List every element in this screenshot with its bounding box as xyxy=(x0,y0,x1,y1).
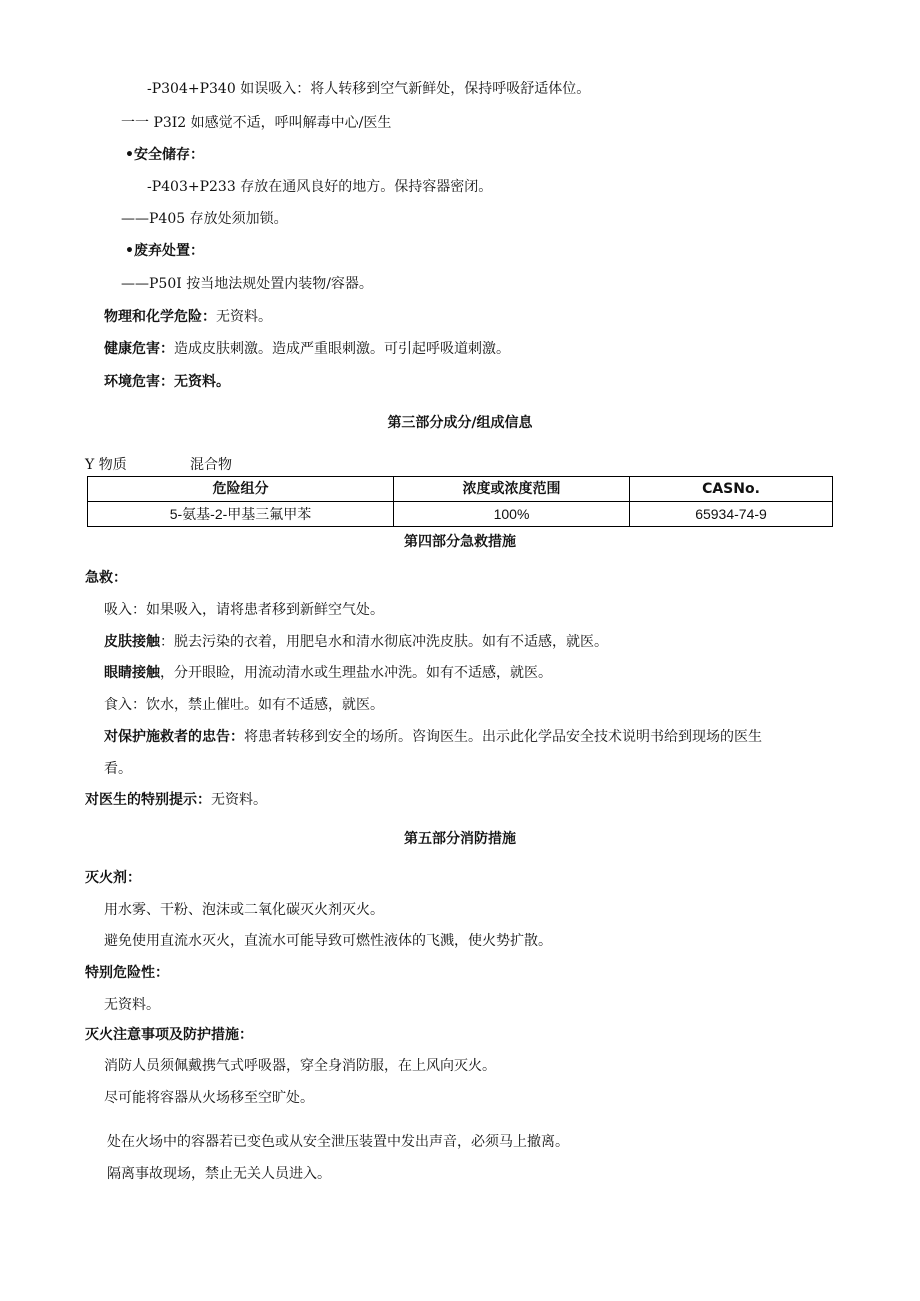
header-component: 危险组分 xyxy=(88,477,394,502)
doctor-note-value: 无资料。 xyxy=(211,792,267,808)
doctor-note-label: 对医生的特别提示： xyxy=(85,792,211,808)
p403-p233-statement: -P403+P233 存放在通风良好的地方。保持容器密闭。 xyxy=(147,179,493,195)
eye-contact-value: ，分开眼睑，用流动清水或生理盐水冲洗。如有不适感，就医。 xyxy=(160,665,552,681)
rescuer-advice-value: 将患者转移到安全的场所。咨询医生。出示此化学品安全技术说明书给到现场的医生 xyxy=(244,729,762,745)
substance-label: Y 物质 xyxy=(85,457,127,473)
cell-concentration: 100% xyxy=(394,502,630,527)
cell-component: 5-氨基-2-甲基三氟甲苯 xyxy=(88,502,394,527)
physical-chemical-hazard xyxy=(104,307,272,327)
section4-title: 第四部分急救措施 xyxy=(404,534,516,550)
health-hazard-label: 健康危害： xyxy=(104,341,174,357)
p501-statement: ——P50I 按当地法规处置内装物/容器。 xyxy=(121,276,373,292)
p304-p340-statement: -P304+P340 如误吸入：将人转移到空气新鲜处，保持呼吸舒适体位。 xyxy=(147,81,591,97)
firefighting-precaution-4: 隔离事故现场，禁止无关人员进入。 xyxy=(107,1166,331,1182)
extinguishing-agent-2: 避免使用直流水灭火，直流水可能导致可燃性液体的飞溅，使火势扩散。 xyxy=(104,933,552,949)
doctor-note xyxy=(85,790,267,810)
rescuer-advice-label: 对保护施救者的忠告： xyxy=(104,729,244,745)
firefighting-precaution-2: 尽可能将容器从火场移至空旷处。 xyxy=(104,1090,314,1106)
table-row xyxy=(88,502,833,527)
health-hazard-value: 造成皮肤刺激。造成严重眼刺激。可引起呼吸道刺激。 xyxy=(174,341,510,357)
physical-hazard-label: 物理和化学危险： xyxy=(104,309,216,325)
disposal-heading: •废弃处置： xyxy=(125,243,204,259)
storage-heading: •安全储存： xyxy=(125,147,204,163)
section3-title: 第三部分成分/组成信息 xyxy=(387,415,533,431)
special-hazard-value: 无资料。 xyxy=(104,997,160,1013)
inhalation-text: 吸入：如果吸入，请将患者移到新鲜空气处。 xyxy=(104,602,384,618)
p405-statement: ——P405 存放处须加锁。 xyxy=(121,211,288,227)
firefighting-precaution-heading: 灭火注意事项及防护措施： xyxy=(85,1027,253,1043)
first-aid-heading: 急救： xyxy=(85,570,127,586)
ingestion-text: 食入：饮水，禁止催吐。如有不适感，就医。 xyxy=(104,697,384,713)
eye-contact xyxy=(104,663,552,683)
composition-table xyxy=(87,476,833,527)
eye-contact-label: 眼睛接触 xyxy=(104,665,160,681)
section5-title: 第五部分消防措施 xyxy=(404,831,516,847)
mixture-label: 混合物 xyxy=(190,457,232,473)
cell-cas-no: 65934-74-9 xyxy=(630,502,833,527)
skin-contact-label: 皮肤接触 xyxy=(104,634,160,650)
environmental-hazard: 环境危害：无资料。 xyxy=(104,374,230,390)
table-header-row xyxy=(88,477,833,502)
header-cas-no: CASNo. xyxy=(630,477,833,502)
physical-hazard-value: 无资料。 xyxy=(216,309,272,325)
extinguishing-agent-1: 用水雾、干粉、泡沫或二氧化碳灭火剂灭火。 xyxy=(104,902,384,918)
skin-contact xyxy=(104,632,608,652)
header-concentration: 浓度或浓度范围 xyxy=(394,477,630,502)
extinguishing-agent-heading: 灭火剂： xyxy=(85,870,141,886)
rescuer-advice xyxy=(104,727,762,747)
firefighting-precaution-1: 消防人员须佩戴携气式呼吸器，穿全身消防服，在上风向灭火。 xyxy=(104,1058,496,1074)
health-hazard xyxy=(104,339,510,359)
skin-contact-value: ：脱去污染的衣着，用肥皂水和清水彻底冲洗皮肤。如有不适感，就医。 xyxy=(160,634,608,650)
p312-statement: 一一 P3I2 如感觉不适，呼叫解毒中心/医生 xyxy=(121,115,392,131)
rescuer-advice-continuation: 看。 xyxy=(104,761,132,777)
special-hazard-heading: 特别危险性： xyxy=(85,965,169,981)
firefighting-precaution-3: 处在火场中的容器若已变色或从安全泄压装置中发出声音，必须马上撤离。 xyxy=(107,1134,569,1150)
